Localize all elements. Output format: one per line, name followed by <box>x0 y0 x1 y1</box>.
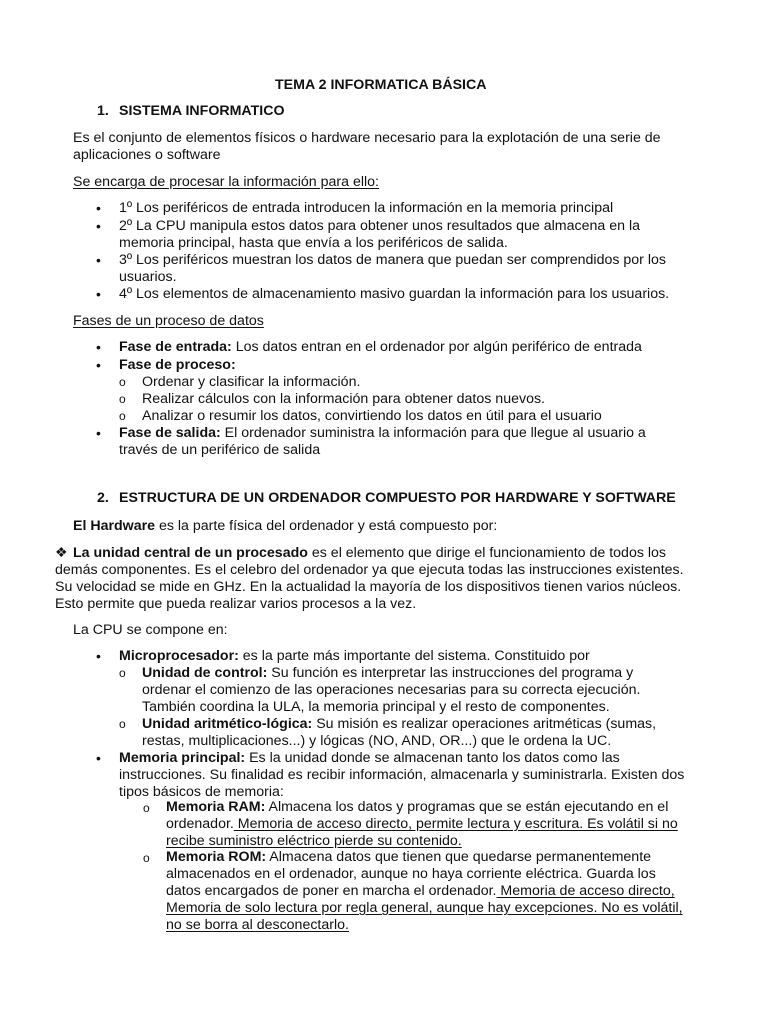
rom-line-1 <box>166 849 651 866</box>
rom-label: Memoria ROM: <box>166 849 267 865</box>
rom-line-4: Memoria de solo lectura por regla general, aunque hay excepciones. No es volátil, <box>166 900 683 916</box>
sub-bullet: o <box>143 801 150 815</box>
control-unit-label: Unidad de control: <box>142 665 268 681</box>
sub-item: Analizar o resumir los datos, convirtiendo los datos en útil para el usuario <box>142 408 602 424</box>
phase-process-label: Fase de proceso: <box>119 357 236 373</box>
bullet: • <box>96 750 101 766</box>
ram-label: Memoria RAM: <box>166 799 266 815</box>
control-unit-text: Su función es interpretar las instrucciones del programa y <box>267 665 634 681</box>
sub-item: Ordenar y clasificar la información. <box>142 374 361 390</box>
cpu-paragraph-line-3: Su velocidad se mide en GHz. En la actualidad la mayoría de los dispositivos tienen varios núcleos. <box>55 579 682 595</box>
section-1-intro-line-1: Es el conjunto de elementos físicos o hardware necesario para la explotación de una serie de <box>73 130 661 146</box>
ram-text: Almacena los datos y programas que se están ejecutando en el <box>265 799 669 815</box>
phase-input-label: Fase de entrada: <box>119 339 232 355</box>
hardware-intro <box>73 518 497 535</box>
bullet: • <box>96 200 101 216</box>
bullet: • <box>96 252 101 268</box>
rom-line-3 <box>166 883 675 900</box>
list-item-continued: memoria principal, hasta que envía a los periféricos de salida. <box>119 235 508 251</box>
rom-text: Almacena datos que tienen que quedarse permanentemente <box>266 849 652 865</box>
control-unit-line-1 <box>142 665 633 682</box>
section-2-heading: ESTRUCTURA DE UN ORDENADOR COMPUESTO POR HARDWARE Y SOFTWARE <box>119 490 676 506</box>
section-2-number: 2. <box>97 490 109 506</box>
phase-input-text: Los datos entran en el ordenador por algún periférico de entrada <box>231 339 642 355</box>
cpu-composed-text: La CPU se compone en: <box>73 622 228 638</box>
control-unit-line-3: También coordina la ULA, la memoria principal y el resto de componentes. <box>142 699 610 715</box>
list-item: 3º Los periféricos muestran los datos de manera que puedan ser comprendidos por los <box>119 252 666 268</box>
phase-output-text: El ordenador suministra la información para que llegue al usuario a <box>220 425 646 441</box>
bullet: • <box>96 357 101 373</box>
phase-output-label: Fase de salida: <box>119 425 221 441</box>
alu-line-1 <box>142 716 656 733</box>
diamond-bullet-icon: ❖ <box>55 545 68 561</box>
alu-label: Unidad aritmético-lógica: <box>142 716 313 732</box>
section-1-number: 1. <box>97 103 109 119</box>
cpu-paragraph-line-4: Esto permite que pueda realizar varios procesos a la vez. <box>55 596 417 612</box>
cpu-paragraph-line-1 <box>73 545 666 562</box>
microprocessor-label: Microprocesador: <box>119 648 239 664</box>
bullet: • <box>96 218 101 234</box>
phase-output <box>119 425 646 442</box>
rom-line-3-start: datos encargados de poner en marcha el ordenador. <box>166 883 497 899</box>
phase-output-continued: través de un periférico de salida <box>119 442 321 458</box>
rom-line-2: almacenados en el ordenador, aunque no haya corriente eléctrica. Guarda los <box>166 866 656 882</box>
main-memory-text: Es la unidad donde se almacenan tanto los datos como las <box>245 750 620 766</box>
rom-line-3-underlined: Memoria de acceso directo, <box>496 883 675 899</box>
control-unit-line-2: ordenar el comienzo de las operaciones necesarias para su correcta ejecución. <box>142 682 641 698</box>
main-memory-label: Memoria principal: <box>119 750 246 766</box>
ram-line-2-start: ordenador. <box>166 816 234 832</box>
hardware-text: es la parte física del ordenador y está compuesto por: <box>155 518 498 534</box>
sub-bullet: o <box>119 717 126 731</box>
document-title: TEMA 2 INFORMATICA BÁSICA <box>275 77 487 93</box>
list-item: 1º Los periféricos de entrada introducen la información en la memoria principal <box>119 200 614 216</box>
section-1-heading: SISTEMA INFORMATICO <box>119 103 285 119</box>
microprocessor-item <box>119 648 590 665</box>
ram-line-2-underlined: Memoria de acceso directo, permite lectura y escritura. Es volátil si no <box>233 816 678 832</box>
sub-bullet: o <box>119 409 126 423</box>
ram-line-3: recibe suministro eléctrico pierde su contenido. <box>166 833 462 849</box>
cpu-label: La unidad central de un procesado <box>73 545 308 561</box>
sub-bullet: o <box>119 666 126 680</box>
main-memory-line-1 <box>119 750 620 767</box>
cpu-text: es el elemento que dirige el funcionamiento de todos los <box>307 545 667 561</box>
bullet: • <box>96 286 101 302</box>
main-memory-line-2: instrucciones. Su finalidad es recibir información, almacenarla y suministrarla. Existen dos <box>119 767 685 783</box>
hardware-label: El Hardware <box>73 518 156 534</box>
sub-bullet: o <box>119 392 126 406</box>
list-item: 2º La CPU manipula estos datos para obtener unos resultados que almacena en la <box>119 218 640 234</box>
list-item: 4º Los elementos de almacenamiento masivo guardan la información para los usuarios. <box>119 286 670 302</box>
alu-text: Su misión es realizar operaciones aritméticas (sumas, <box>312 716 657 732</box>
process-subtitle: Se encarga de procesar la información para ello: <box>73 174 379 190</box>
main-memory-line-3: tipos básicos de memoria: <box>119 784 284 800</box>
cpu-paragraph-line-2: demás componentes. Es el celebro del ordenador ya que ejecuta todas las instrucciones existentes. <box>55 562 684 578</box>
sub-bullet: o <box>143 851 150 865</box>
rom-line-5: no se borra al desconectarlo. <box>166 917 349 933</box>
section-1-intro-line-2: aplicaciones o software <box>73 147 221 163</box>
sub-item: Realizar cálculos con la información para obtener datos nuevos. <box>142 391 545 407</box>
list-item-continued: usuarios. <box>119 269 177 285</box>
microprocessor-text: es la parte más importante del sistema. Constituido por <box>238 648 590 664</box>
bullet: • <box>96 425 101 441</box>
bullet: • <box>96 339 101 355</box>
phase-input <box>119 339 642 356</box>
alu-line-2: restas, multiplicaciones...) y lógicas (NO, AND, OR...) que le ordena la UC. <box>142 733 612 749</box>
ram-line-2 <box>166 816 678 833</box>
phases-subtitle: Fases de un proceso de datos <box>73 313 264 329</box>
ram-line-1 <box>166 799 668 816</box>
bullet: • <box>96 648 101 664</box>
sub-bullet: o <box>119 375 126 389</box>
